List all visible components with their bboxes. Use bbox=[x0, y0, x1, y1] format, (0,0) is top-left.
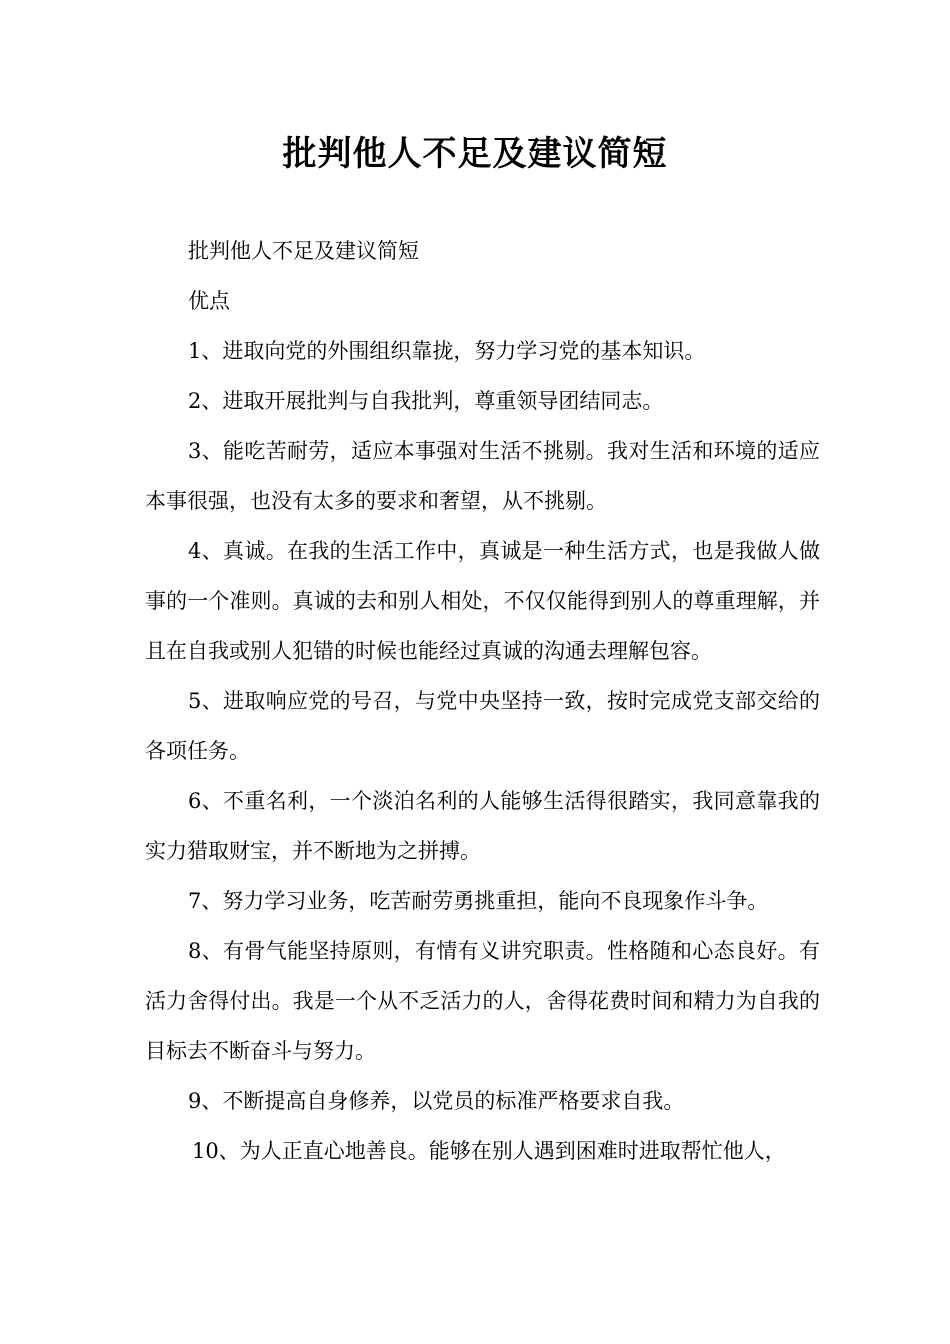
paragraph-item-5: 5、进取响应党的号召，与党中央坚持一致，按时完成党支部交给的各项任务。 bbox=[145, 689, 820, 763]
paragraph-item-4: 4、真诚。在我的生活工作中，真诚是一种生活方式，也是我做人做事的一个准则。真诚的去和别人相处，不仅仅能得到别人的尊重理解，并且在自我或别人犯错的时候也能经过真诚的沟通去理解包容。 bbox=[145, 539, 820, 663]
paragraph-item-10: 10、为人正直心地善良。能够在别人遇到困难时进取帮忙他人， bbox=[192, 1139, 786, 1163]
paragraph-item-1: 1、进取向党的外围组织靠拢，努力学习党的基本知识。 bbox=[188, 339, 706, 363]
paragraph-item-9: 9、不断提高自身修养，以党员的标准严格要求自我。 bbox=[188, 1089, 685, 1113]
paragraph-section-heading: 优点 bbox=[188, 289, 230, 313]
paragraph-item-3: 3、能吃苦耐劳，适应本事强对生活不挑剔。我对生活和环境的适应本事很强，也没有太多的要求和奢望，从不挑剔。 bbox=[145, 439, 820, 513]
paragraph-item-8: 8、有骨气能坚持原则，有情有义讲究职责。性格随和心态良好。有活力舍得付出。我是一个从不乏活力的人，舍得花费时间和精力为自我的目标去不断奋斗与努力。 bbox=[145, 939, 820, 1063]
paragraph-item-2: 2、进取开展批判与自我批判，尊重领导团结同志。 bbox=[188, 389, 664, 413]
document-title: 批判他人不足及建议简短 bbox=[282, 134, 668, 174]
paragraph-subtitle: 批判他人不足及建议简短 bbox=[188, 239, 419, 263]
document-body bbox=[145, 226, 820, 1176]
paragraph-item-7: 7、努力学习业务，吃苦耐劳勇挑重担，能向不良现象作斗争。 bbox=[188, 889, 769, 913]
paragraph-item-6: 6、不重名利，一个淡泊名利的人能够生活得很踏实，我同意靠我的实力猎取财宝，并不断地为之拼搏。 bbox=[145, 789, 820, 863]
